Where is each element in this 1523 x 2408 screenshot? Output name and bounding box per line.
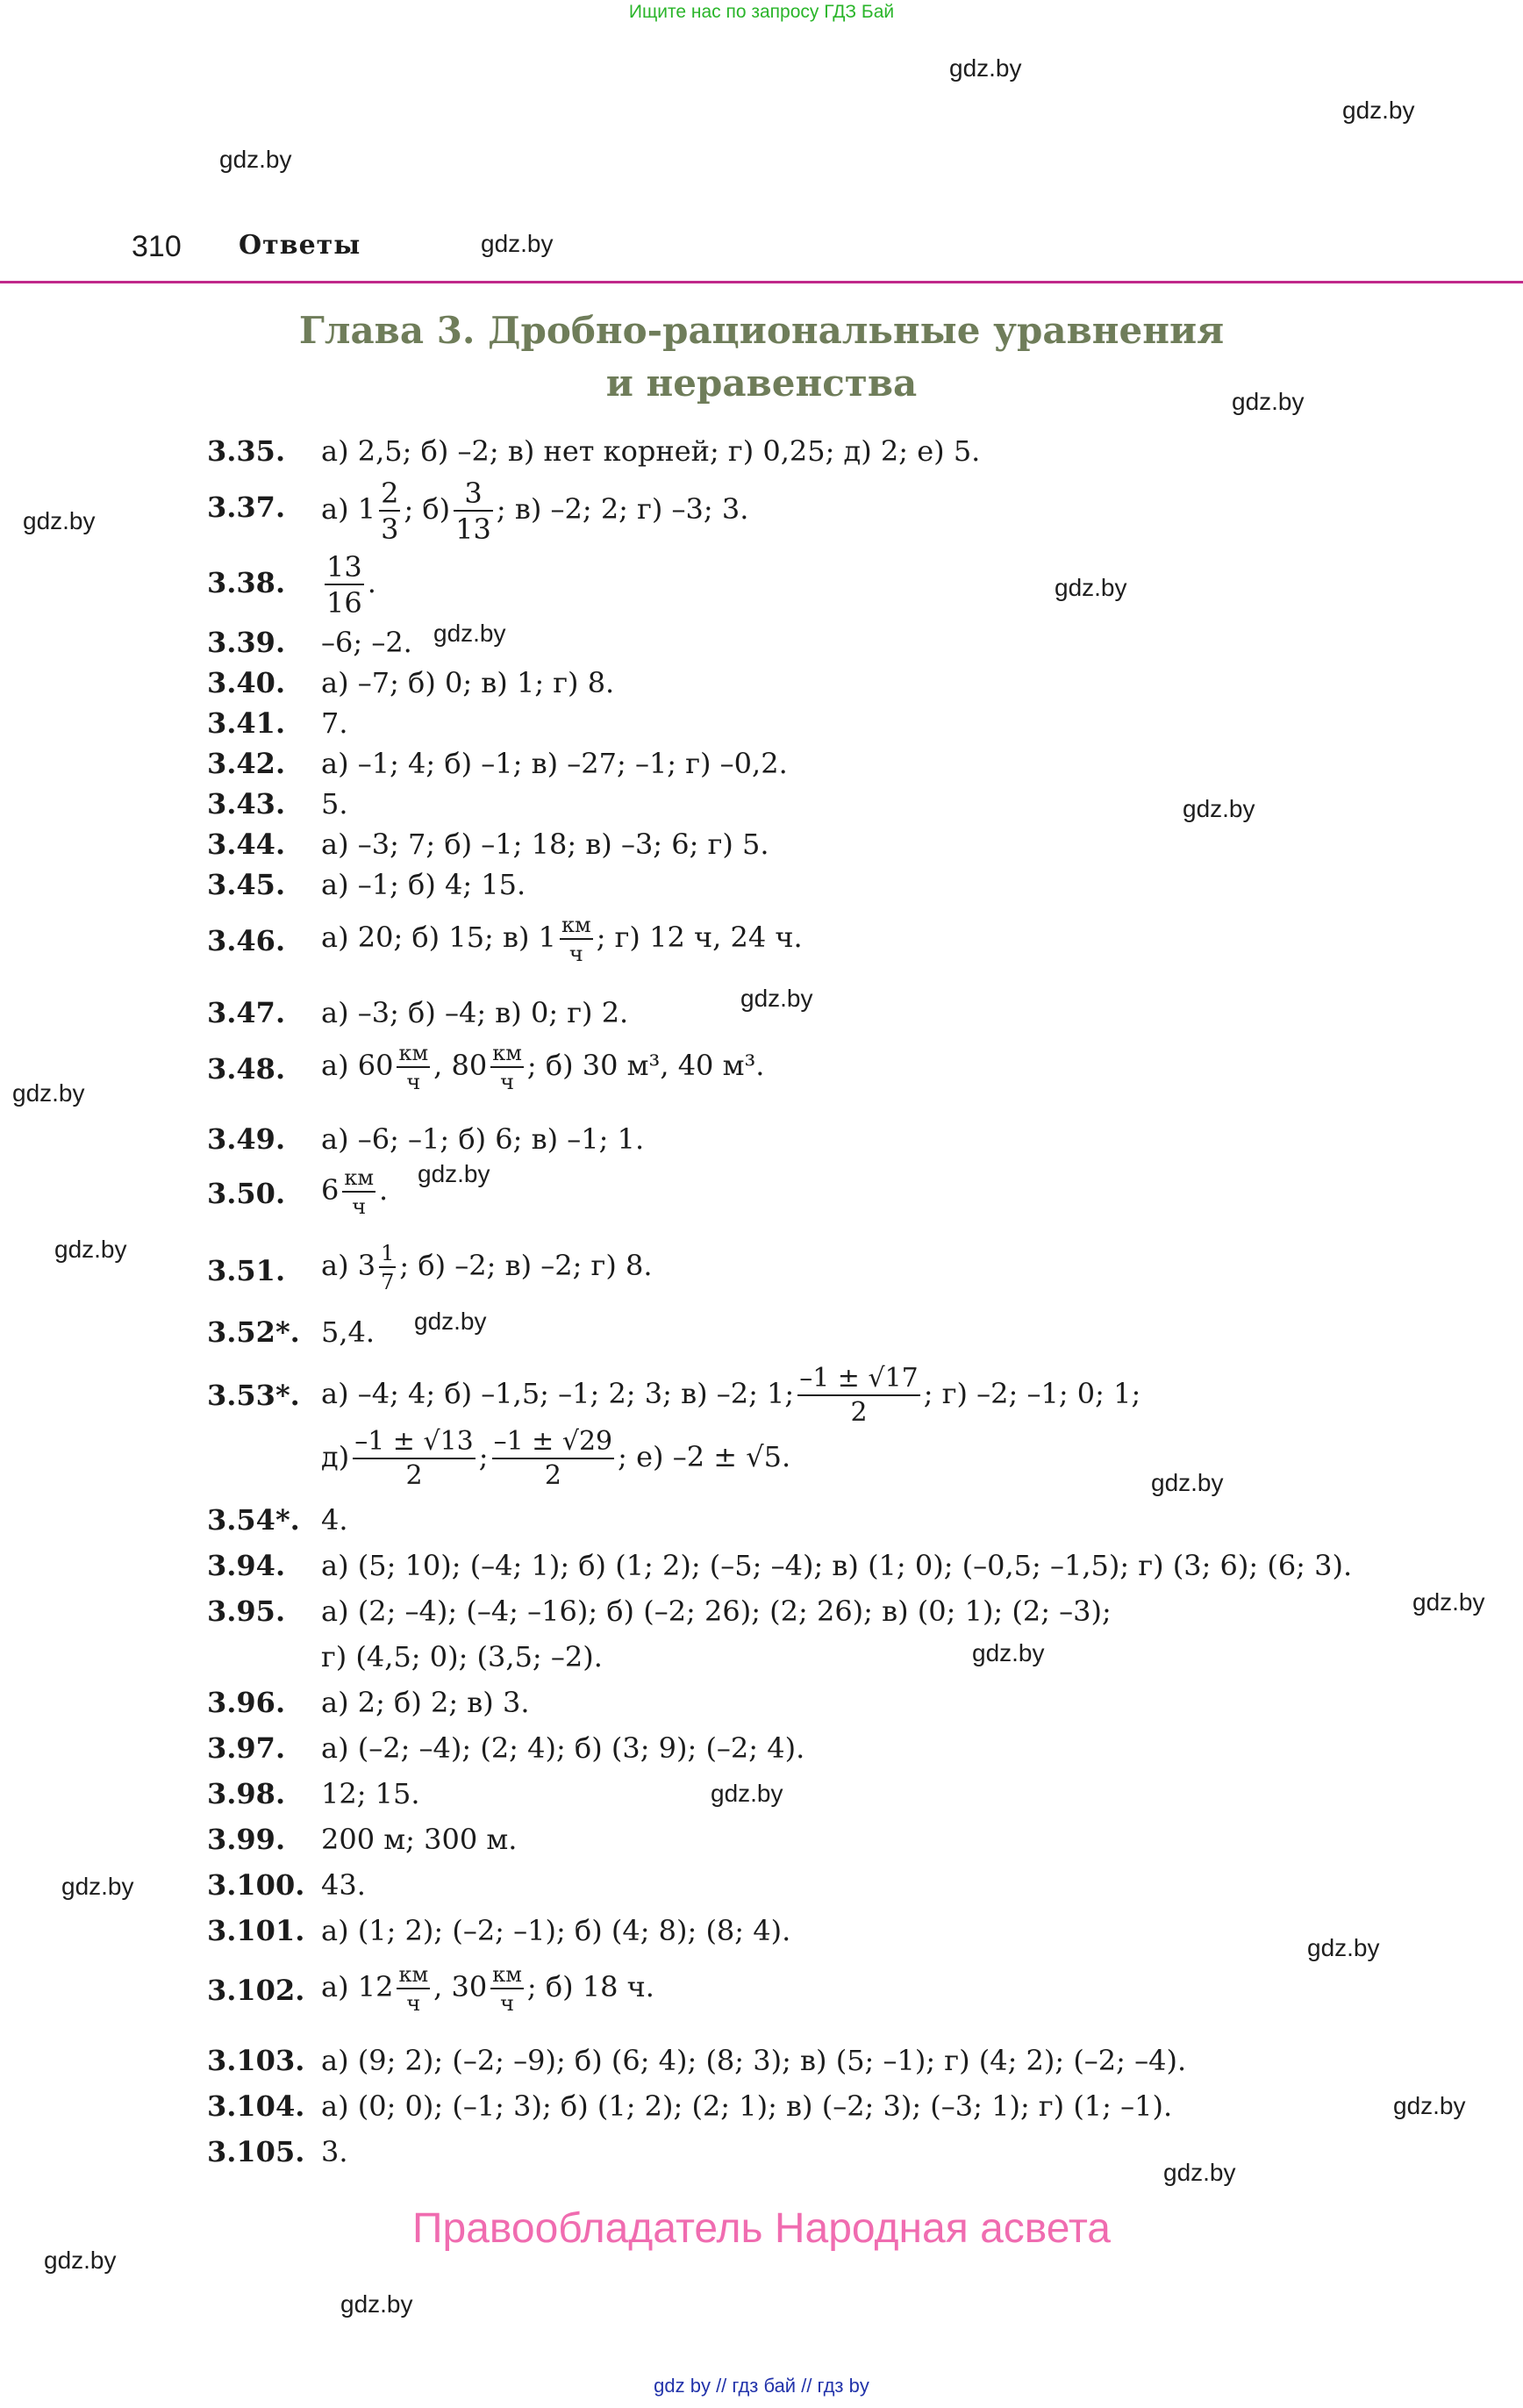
answer-segment: а) 3 <box>321 1249 376 1282</box>
answer-text <box>321 1167 388 1217</box>
footer-links[interactable]: gdz by // гдз бай // гдз by <box>654 2375 869 2397</box>
answer-number: 3.98. <box>207 1777 286 1810</box>
answer-text <box>321 477 749 546</box>
answer-number: 3.104. <box>207 2089 305 2123</box>
watermark: gdz.by <box>1342 97 1415 124</box>
watermark: gdz.by <box>12 1079 85 1107</box>
answer-number: 3.37. <box>207 491 286 524</box>
answer-segment: ; б) <box>404 492 451 526</box>
answer-segment: ; г) –2; –1; 0; 1; <box>923 1377 1141 1410</box>
fraction-denominator: ч <box>406 1991 421 2016</box>
answer-segment: а) 12 <box>321 1970 394 2003</box>
answer-number: 3.41. <box>207 706 286 740</box>
answer-number: 3.105. <box>207 2135 305 2168</box>
answer-segment: ; в) –2; 2; г) –3; 3. <box>496 492 749 526</box>
answer-text: 43. <box>321 1868 366 1902</box>
answer-text: 4. <box>321 1503 348 1537</box>
answer-number: 3.102. <box>207 1974 305 2007</box>
answer-text <box>321 1426 791 1491</box>
fraction <box>490 1964 524 2014</box>
fraction-denominator: ч <box>500 1991 514 2016</box>
fraction-numerator: 3 <box>454 479 493 512</box>
fraction <box>492 1426 615 1491</box>
answer-number: 3.38. <box>207 566 286 599</box>
answer-text: г) (4,5; 0); (3,5; –2). <box>321 1640 603 1673</box>
answer-segment: а) –4; 4; б) –1,5; –1; 2; 3; в) –2; 1; <box>321 1377 795 1410</box>
answer-text: а) (–2; –4); (2; 4); б) (3; 9); (–2; 4). <box>321 1731 805 1765</box>
answer-text <box>321 1243 653 1293</box>
answer-text: –6; –2. <box>321 626 412 659</box>
answer-number: 3.97. <box>207 1731 286 1765</box>
fraction-denominator: 7 <box>381 1270 395 1294</box>
answer-text: а) (9; 2); (–2; –9); б) (6; 4); (8; 3); в) (5; –1); г) (4; 2); (–2; –4). <box>321 2044 1187 2077</box>
watermark: gdz.by <box>1183 795 1255 822</box>
answer-text: а) –7; б) 0; в) 1; г) 8. <box>321 666 615 699</box>
fraction-denominator: 16 <box>326 586 362 620</box>
watermark: gdz.by <box>414 1308 487 1335</box>
answer-text: 7. <box>321 706 348 740</box>
watermark: gdz.by <box>740 985 813 1012</box>
answer-segment: ; б) –2; в) –2; г) 8. <box>399 1249 653 1282</box>
fraction <box>397 1043 430 1093</box>
watermark: gdz.by <box>219 146 292 173</box>
top-banner: Ищите нас по запросу ГДЗ Бай <box>628 2 895 22</box>
answer-segment: , 80 <box>433 1049 488 1082</box>
fraction-numerator: км <box>342 1167 375 1193</box>
fraction-denominator: 2 <box>405 1460 423 1491</box>
answer-text: а) –1; б) 4; 15. <box>321 868 526 901</box>
watermark: gdz.by <box>61 1873 134 1900</box>
fraction-denominator: 2 <box>544 1460 561 1491</box>
answer-text: а) (5; 10); (–4; 1); б) (1; 2); (–5; –4); в) (1; 0); (–0,5; –1,5); г) (3; 6); (6; 3). <box>321 1549 1353 1582</box>
fraction-numerator: км <box>490 1043 524 1068</box>
answer-segment: а) 20; б) 15; в) 1 <box>321 921 557 954</box>
answer-text: а) (0; 0); (–1; 3); б) (1; 2); (2; 1); в) (–2; 3); (–3; 1); г) (1; –1). <box>321 2089 1173 2123</box>
answer-segment: ; б) 18 ч. <box>526 1970 654 2003</box>
answer-segment: ; е) –2 ± √5. <box>618 1440 791 1473</box>
answer-number: 3.43. <box>207 787 286 821</box>
fraction <box>379 477 400 546</box>
fraction-denominator: ч <box>568 942 583 966</box>
fraction-numerator: км <box>397 1043 430 1068</box>
answer-number: 3.35. <box>207 434 286 468</box>
answer-text: 5. <box>321 787 348 821</box>
watermark: gdz.by <box>23 507 96 534</box>
fraction-denominator: ч <box>406 1070 421 1094</box>
answer-segment: ; г) 12 ч, 24 ч. <box>596 921 803 954</box>
answer-text: а) (1; 2); (–2; –1); б) (4; 8); (8; 4). <box>321 1914 791 1947</box>
answer-number: 3.94. <box>207 1549 286 1582</box>
answer-number: 3.95. <box>207 1595 286 1628</box>
fraction-numerator: –1 ± √29 <box>492 1429 615 1459</box>
fraction <box>353 1426 475 1491</box>
fraction <box>342 1167 375 1217</box>
answer-segment: . <box>367 566 376 599</box>
answer-number: 3.46. <box>207 924 286 957</box>
fraction-numerator: 2 <box>381 477 399 510</box>
answer-segment: д) <box>321 1440 350 1473</box>
fraction <box>490 1043 524 1093</box>
fraction-numerator: 13 <box>326 550 362 584</box>
watermark: gdz.by <box>1412 1588 1485 1616</box>
answer-number: 3.54*. <box>207 1503 300 1537</box>
answer-text: а) (2; –4); (–4; –16); б) (–2; 26); (2; 26); в) (0; 1); (2; –3); <box>321 1595 1112 1628</box>
fraction <box>797 1365 920 1426</box>
fraction <box>325 550 364 620</box>
fraction-numerator: –1 ± √13 <box>353 1429 475 1459</box>
answer-segment: . <box>379 1173 389 1207</box>
answer-number: 3.45. <box>207 868 286 901</box>
watermark: gdz.by <box>418 1160 490 1187</box>
watermark: gdz.by <box>949 54 1022 82</box>
answer-text: а) –1; 4; б) –1; в) –27; –1; г) –0,2. <box>321 747 788 780</box>
watermark: gdz.by <box>481 230 554 257</box>
answer-segment: 6 <box>321 1173 340 1207</box>
fraction-numerator: км <box>397 1964 430 1989</box>
chapter-title-line1: Глава 3. Дробно-рациональные уравнения <box>298 309 1225 352</box>
watermark: gdz.by <box>1232 388 1305 415</box>
answer-number: 3.40. <box>207 666 286 699</box>
fraction-denominator: 13 <box>455 512 491 546</box>
answer-number: 3.42. <box>207 747 286 780</box>
answer-text <box>321 1365 1140 1426</box>
answer-text: 200 м; 300 м. <box>321 1823 518 1856</box>
running-header-title: Ответы <box>239 230 361 261</box>
answer-text <box>321 550 376 620</box>
fraction-numerator: км <box>490 1964 524 1989</box>
answer-number: 3.52*. <box>207 1315 300 1349</box>
watermark: gdz.by <box>1393 2092 1466 2119</box>
watermark: gdz.by <box>711 1780 783 1807</box>
answer-text <box>321 1043 764 1093</box>
copyright-holder: Правообладатель Народная асвета <box>412 2205 1111 2252</box>
answer-number: 3.49. <box>207 1122 286 1156</box>
answer-number: 3.48. <box>207 1052 286 1086</box>
watermark: gdz.by <box>1307 1934 1380 1961</box>
watermark: gdz.by <box>1163 2159 1236 2186</box>
fraction <box>454 477 493 546</box>
fraction-numerator: –1 ± √17 <box>797 1365 920 1396</box>
answer-text: а) 2; б) 2; в) 3. <box>321 1686 530 1719</box>
answer-number: 3.47. <box>207 996 286 1029</box>
watermark: gdz.by <box>340 2290 413 2318</box>
fraction-denominator: 2 <box>850 1397 868 1428</box>
answer-number: 3.44. <box>207 828 286 861</box>
watermark: gdz.by <box>54 1236 127 1263</box>
answer-text: 3. <box>321 2135 348 2168</box>
watermark: gdz.by <box>1151 1469 1224 1496</box>
answer-number: 3.53*. <box>207 1379 300 1412</box>
fraction-numerator: км <box>560 914 593 940</box>
answer-text: а) 2,5; б) –2; в) нет корней; г) 0,25; д) 2; е) 5. <box>321 434 981 468</box>
answer-segment: , 30 <box>433 1970 488 2003</box>
answer-text: а) –3; 7; б) –1; 18; в) –3; 6; г) 5. <box>321 828 769 861</box>
fraction-denominator: ч <box>352 1194 367 1219</box>
answer-number: 3.103. <box>207 2044 305 2077</box>
answer-number: 3.96. <box>207 1686 286 1719</box>
answer-segment: ; б) 30 м³, 40 м³. <box>526 1049 765 1082</box>
answer-text <box>321 1964 654 2014</box>
answer-number: 3.100. <box>207 1868 305 1902</box>
header-divider <box>0 281 1523 283</box>
watermark: gdz.by <box>44 2247 117 2274</box>
fraction-denominator: ч <box>500 1070 514 1094</box>
page-number: 310 <box>132 230 182 263</box>
answer-text: а) –3; б) –4; в) 0; г) 2. <box>321 996 629 1029</box>
answer-number: 3.51. <box>207 1254 286 1287</box>
answer-text: 5,4. <box>321 1315 375 1349</box>
answer-segment: ; <box>478 1440 489 1473</box>
answer-segment: а) 1 <box>321 492 376 526</box>
fraction <box>397 1964 430 2014</box>
watermark: gdz.by <box>433 620 506 647</box>
answer-number: 3.50. <box>207 1177 286 1210</box>
fraction <box>560 914 593 964</box>
answer-text: 12; 15. <box>321 1777 420 1810</box>
fraction-numerator: 1 <box>379 1243 396 1268</box>
answer-text <box>321 914 803 964</box>
answer-number: 3.39. <box>207 626 286 659</box>
answer-text: а) –6; –1; б) 6; в) –1; 1. <box>321 1122 645 1156</box>
answer-number: 3.101. <box>207 1914 305 1947</box>
fraction-denominator: 3 <box>381 512 399 546</box>
watermark: gdz.by <box>972 1639 1045 1666</box>
fraction <box>379 1243 396 1293</box>
answer-segment: а) 60 <box>321 1049 394 1082</box>
answer-number: 3.99. <box>207 1823 286 1856</box>
chapter-title-line2: и неравенства <box>605 362 918 405</box>
watermark: gdz.by <box>1055 574 1127 601</box>
